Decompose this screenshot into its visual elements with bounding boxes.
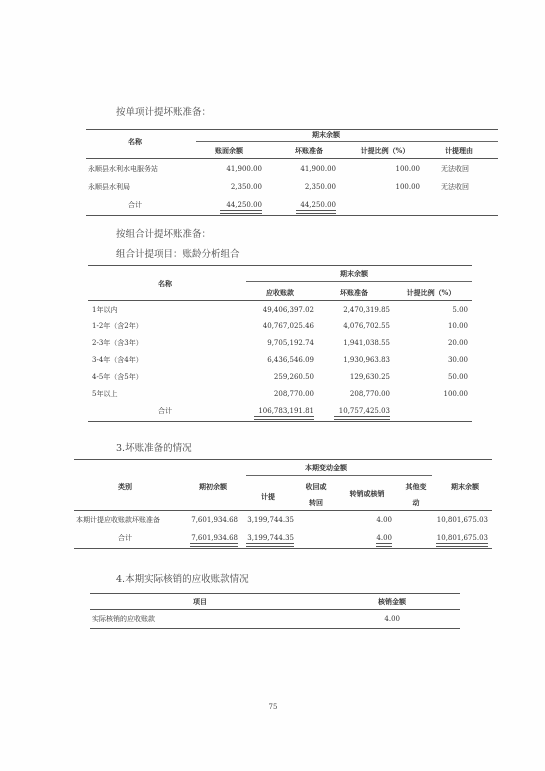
- section4-heading: 4.本期实际核销的应收账款情况: [116, 574, 249, 585]
- table2-row5-bad: 129,630.25: [349, 373, 390, 381]
- table1-total-label: 合计: [128, 201, 142, 209]
- table2-row2-ratio: 10.00: [447, 322, 468, 330]
- table1-header-name: 名称: [128, 137, 142, 146]
- table4-bottom-rule: [90, 628, 460, 629]
- table1-header-bad: 坏账准备: [295, 146, 323, 155]
- table1-total-bad: 44,250.00: [300, 201, 336, 209]
- table2-row3-name: 2-3年（含3年）: [92, 339, 143, 347]
- table2-total-receivable: 106,783,191.81: [258, 407, 314, 415]
- table3-row1-writeoff: 4.00: [376, 516, 392, 524]
- table3-header-rule: [74, 510, 492, 511]
- table3-total-label: 合计: [118, 534, 132, 542]
- table2-row4-receivable: 6,436,546.09: [267, 356, 314, 364]
- table3-row1-category: 本期计提应收账款坏账准备: [76, 516, 160, 524]
- table2-header-name: 名称: [158, 279, 172, 288]
- table2-total-receivable-underline: [254, 416, 314, 420]
- table2-row2-name: 1-2年（含2年）: [92, 322, 143, 330]
- table2-row4-name: 3-4年（含4年）: [92, 356, 143, 364]
- table4-row1-amount: 4.00: [384, 615, 400, 623]
- section3-heading: 3.坏账准备的情况: [116, 443, 192, 454]
- table1-total-book: 44,250.00: [226, 201, 262, 209]
- table2-row6-name: 5年以上: [92, 390, 118, 398]
- table2-row1-receivable: 49,406,397.02: [262, 306, 314, 314]
- table2-group-rule: [246, 281, 472, 282]
- table1-row2-ratio: 100.00: [395, 183, 420, 191]
- table2-row5-receivable: 259,260.50: [273, 373, 314, 381]
- table2-row6-receivable: 208,770.00: [273, 390, 314, 398]
- table4-header-amount: 核销金额: [378, 597, 406, 606]
- table3-header-writeoff: 转销或核销: [349, 489, 385, 498]
- table2-header-bad: 坏账准备: [340, 288, 368, 297]
- table1-header-book: 账面余额: [215, 146, 243, 155]
- table3-row1-closing: 10,801,675.03: [436, 516, 488, 524]
- table2-row4-bad: 1,930,963.83: [343, 356, 390, 364]
- table3-header-category: 类别: [118, 482, 132, 491]
- table1-row2-book: 2,350.00: [230, 183, 262, 191]
- table2-total-bad-underline: [334, 416, 390, 420]
- table1-group-header: 期末余额: [312, 130, 340, 139]
- table3-row1-opening: 7,601,934.68: [191, 516, 238, 524]
- table1-top-rule: [86, 129, 498, 130]
- table1-row1-name: 永顺县水利水电服务站: [88, 165, 158, 173]
- table1-row2-reason: 无法收回: [441, 183, 469, 191]
- table3-group-header: 本期变动金额: [305, 463, 347, 472]
- table3-total-writeoff-underline: [376, 543, 392, 547]
- table2-top-rule: [88, 265, 472, 266]
- table3-total-writeoff: 4.00: [376, 534, 392, 542]
- table1-total-book-underline: [220, 210, 262, 214]
- table2-row2-bad: 4,076,702.55: [343, 322, 390, 330]
- table4-row1-item: 实际核销的应收账款: [92, 615, 155, 623]
- table2-row3-ratio: 20.00: [447, 339, 468, 347]
- table3-total-closing-underline: [436, 543, 488, 547]
- section2-subheading: 组合计提项目：账龄分析组合: [116, 249, 240, 260]
- table3-header-other-2: 动: [412, 498, 420, 507]
- table4-header-rule: [90, 609, 460, 610]
- table1-row2-bad: 2,350.00: [304, 183, 336, 191]
- table1-row1-reason: 无法收回: [441, 165, 469, 173]
- table2-row4-ratio: 30.00: [447, 356, 468, 364]
- table4-header-item: 项目: [193, 597, 207, 606]
- table1-header-rule: [86, 158, 498, 159]
- table2-bottom-rule: [88, 421, 472, 422]
- table1-row1-book: 41,900.00: [226, 165, 262, 173]
- table2-row3-receivable: 9,705,192.74: [267, 339, 314, 347]
- table2-row1-ratio: 5.00: [452, 306, 468, 314]
- section1-heading: 按单项计提坏账准备：: [116, 107, 212, 118]
- table2-group-header: 期末余额: [340, 269, 368, 278]
- table1-header-reason: 计提理由: [445, 146, 473, 155]
- table1-total-bad-underline: [296, 210, 336, 214]
- table1-bottom-rule: [86, 215, 498, 216]
- table3-header-accrual: 计提: [261, 492, 275, 501]
- table4-top-rule: [90, 593, 460, 594]
- section2-heading: 按组合计提坏账准备：: [116, 229, 212, 240]
- table2-header-rule: [88, 300, 472, 301]
- table3-total-closing: 10,801,675.03: [436, 534, 488, 542]
- table1-row2-name: 永顺县水利局: [88, 183, 130, 191]
- table2-total-label: 合计: [158, 407, 172, 415]
- table2-total-bad: 10,757,425.03: [338, 407, 390, 415]
- table1-header-ratio: 计提比例（%）: [360, 146, 410, 155]
- table2-row6-ratio: 100.00: [443, 390, 468, 398]
- table1-row1-bad: 41,900.00: [300, 165, 336, 173]
- table2-row6-bad: 208,770.00: [349, 390, 390, 398]
- table2-row3-bad: 1,941,038.55: [343, 339, 390, 347]
- table2-row1-name: 1年以内: [92, 306, 118, 314]
- table3-header-opening: 期初余额: [199, 482, 227, 491]
- page-number: 75: [268, 703, 278, 711]
- table2-row5-name: 4-5年（含5年）: [92, 373, 143, 381]
- table2-header-ratio: 计提比例（%）: [406, 288, 456, 297]
- table3-header-closing: 期末余额: [451, 482, 479, 491]
- table3-header-recovery-2: 转回: [309, 498, 323, 507]
- table3-bottom-rule: [74, 548, 492, 549]
- table3-total-opening: 7,601,934.68: [191, 534, 238, 542]
- table3-total-opening-underline: [190, 543, 238, 547]
- table3-total-accrual: 3,199,744.35: [247, 534, 294, 542]
- table3-top-rule: [74, 459, 492, 460]
- table2-row5-ratio: 50.00: [447, 373, 468, 381]
- table1-row1-ratio: 100.00: [395, 165, 420, 173]
- table3-header-recovery-1: 收回或: [305, 482, 327, 491]
- table3-total-accrual-underline: [246, 543, 294, 547]
- table1-group-rule: [196, 141, 498, 142]
- table2-header-receivable: 应收账款: [266, 288, 294, 297]
- table3-group-rule: [246, 475, 432, 476]
- table2-row1-bad: 2,470,319.85: [343, 306, 390, 314]
- table2-row2-receivable: 40,767,025.46: [262, 322, 314, 330]
- table3-header-other-1: 其他变: [405, 482, 427, 491]
- table3-row1-accrual: 3,199,744.35: [247, 516, 294, 524]
